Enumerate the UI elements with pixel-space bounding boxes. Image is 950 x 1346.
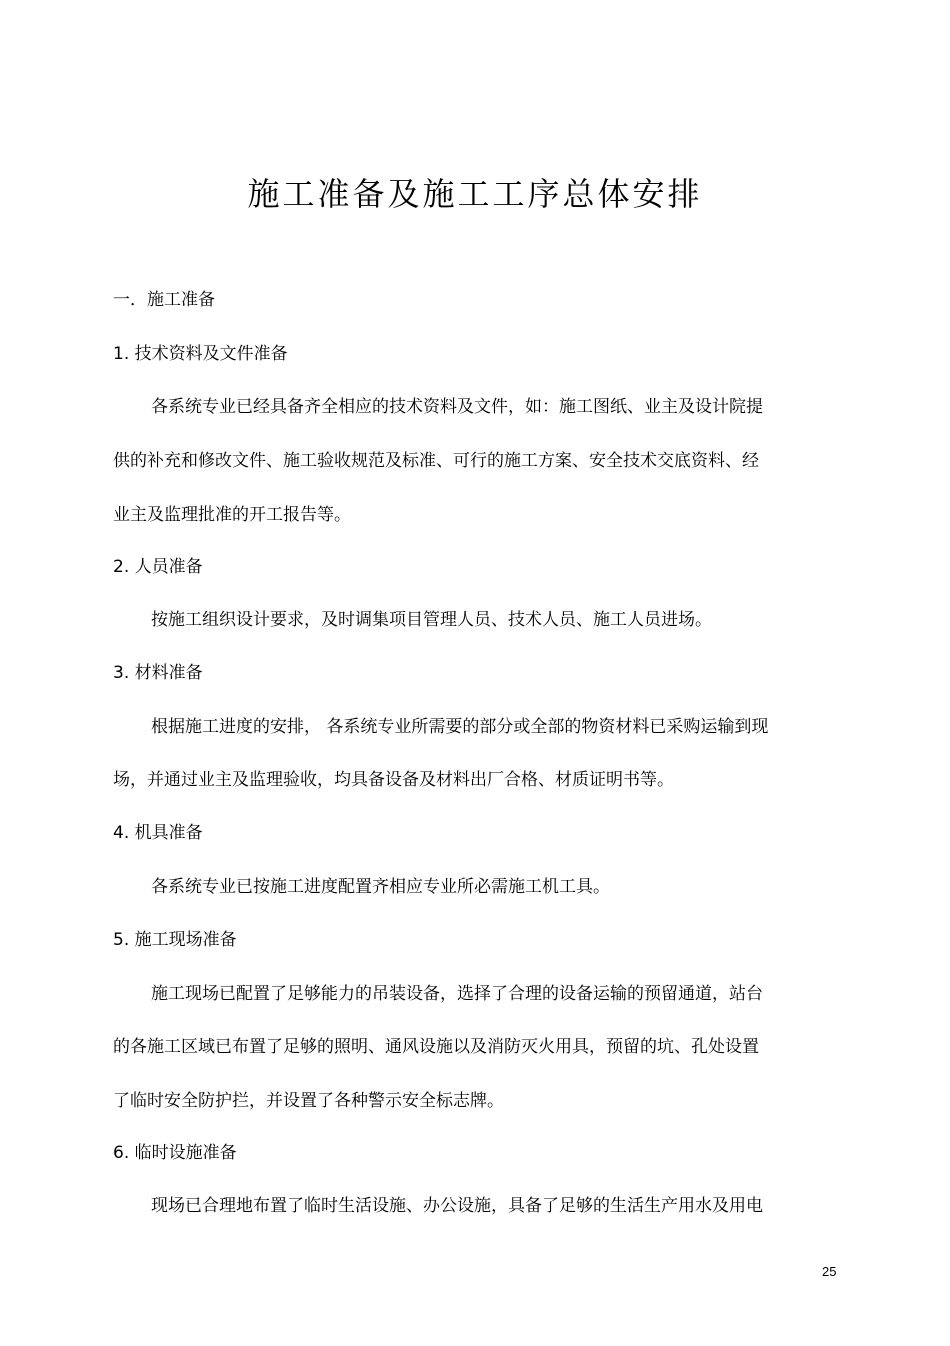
paragraph-line: 各系统专业已按施工进度配置齐相应专业所必需施工机工具。	[151, 877, 610, 897]
item-heading-6: 6. 临时设施准备	[113, 1143, 237, 1163]
item-heading-4: 4. 机具准备	[113, 823, 203, 843]
document-title: 施工准备及施工工序总体安排	[247, 175, 703, 213]
item-heading-3: 3. 材料准备	[113, 663, 203, 683]
paragraph-line: 按施工组织设计要求，及时调集项目管理人员、技术人员、施工人员进场。	[151, 610, 712, 630]
paragraph-line: 现场已合理地布置了临时生活设施、办公设施，具备了足够的生活生产用水及用电	[151, 1196, 763, 1216]
section-heading: 一．施工准备	[113, 290, 215, 310]
paragraph-line: 供的补充和修改文件、施工验收规范及标准、可行的施工方案、安全技术交底资料、经	[113, 451, 759, 471]
page-number: 25	[822, 1264, 837, 1279]
paragraph-line: 场，并通过业主及监理验收，均具备设备及材料出厂合格、材质证明书等。	[113, 770, 674, 790]
paragraph-line: 业主及监理批准的开工报告等。	[113, 505, 351, 525]
paragraph-line: 的各施工区域已布置了足够的照明、通风设施以及消防灭火用具，预留的坑、孔处设置	[113, 1037, 759, 1057]
item-heading-1: 1. 技术资料及文件准备	[113, 344, 288, 364]
item-heading-2: 2. 人员准备	[113, 557, 203, 577]
paragraph-line: 各系统专业已经具备齐全相应的技术资料及文件，如：施工图纸、业主及设计院提	[151, 397, 763, 417]
paragraph-line: 了临时安全防护拦，并设置了各种警示安全标志牌。	[113, 1091, 504, 1111]
paragraph-line: 施工现场已配置了足够能力的吊装设备，选择了合理的设备运输的预留通道，站台	[151, 984, 763, 1004]
item-heading-5: 5. 施工现场准备	[113, 930, 237, 950]
paragraph-line: 根据施工进度的安排， 各系统专业所需要的部分或全部的物资材料已采购运输到现	[151, 717, 769, 737]
